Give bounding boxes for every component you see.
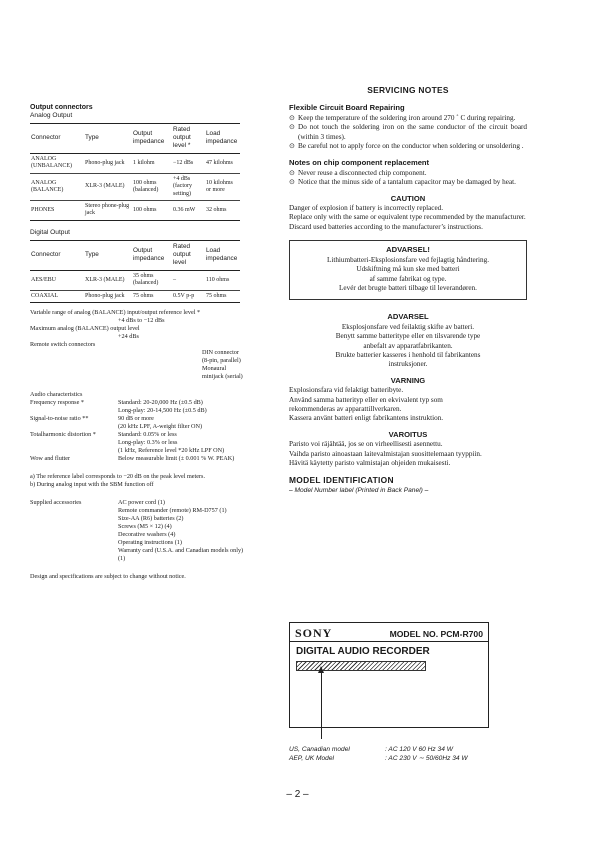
table-cell: +4 dBs (factory setting) [172,173,205,200]
table-cell: ANALOG (UNBALANCE) [30,154,84,174]
varoitus-line: Hävitä käytetty paristo valmistajan ohjeiden mukaisesti. [289,459,451,467]
spec-value: Standard: 20-20,000 Hz (±0.5 dB) [118,399,203,407]
table-cell: PHONES [30,201,84,221]
spec-value: (20 kHz LPF, A-weight filter ON) [118,423,203,431]
spec-wow-flutter [30,455,245,463]
max-analog-label: Maximum analog (BALANCE) output level [30,325,140,333]
table-cell: XLR-3 (MALE) [84,173,132,200]
bullet-icon: ⊙ [289,113,296,122]
varning-title: VARNING [390,375,426,385]
bullet-icon: ⊙ [289,178,296,187]
footnote: b) During analog input with the SBM function off [30,481,154,489]
advarsel-line: Brukte batterier kasseres i henhold til fabrikantens [335,350,481,359]
table-cell: 0.5V p-p [172,290,205,302]
table-cell: 47 kilohms [205,154,240,174]
table-cell: COAXIAL [30,290,84,302]
table-row [30,290,240,302]
table-row [30,154,240,174]
table-cell: 100 ohms (balanced) [132,173,172,200]
varoitus-line: Vaihda paristo ainoastaan laitevalmistajan suosittelemaan tyyppiin. [289,449,482,458]
accessory-item: Operating instructions (1) [118,539,182,547]
advarsel-line: anbefalt av apparatfabrikanten. [363,341,453,350]
digital-output-table [30,240,240,303]
list-item: ⊙ Do not touch the soldering iron on the same conductor of the circuit board (within 3 times). [289,123,527,141]
spec-signal-to-noise [30,415,245,431]
table-row [30,173,240,200]
table-header-row [30,240,240,270]
varning-line: Explosionsfara vid felaktigt batteribyte. [289,386,404,395]
output-connectors-title: Output connectors [30,104,93,111]
col-load-impedance: Load impedance [205,124,240,154]
product-name: DIGITAL AUDIO RECORDER [296,646,430,657]
col-rated-output: Rated output level * [172,124,205,154]
accessory-item: Decorative washers (4) [118,531,176,539]
table-cell: Stereo phone-plug jack [84,201,132,221]
table-cell: 110 ohms [205,270,240,290]
table-cell: 32 ohms [205,201,240,221]
advarsel-title: ADVARSEL [387,312,429,322]
model-number: MODEL NO. PCM-R700 [389,628,483,639]
caution-line: Danger of explosion if battery is incorrectly replaced. [289,204,444,213]
digital-output-label: Digital Output [30,228,70,236]
varning-line: Använd samma batterityp eller en ekvivalent typ som [289,395,443,404]
footnote: a) The reference label corresponds to −20 dB on the peak level meters. [30,473,206,481]
table-cell: 35 ohms (balanced) [132,270,172,290]
list-item: ⊙ Keep the temperature of the soldering iron around 270 ˚ C during repairing. [289,113,516,122]
table-cell: Phono-plug jack [84,154,132,174]
spec-value: Long-play: 20-14,500 Hz (±0.5 dB) [118,407,207,415]
audio-characteristics-title: Audio characteristics [30,391,83,399]
analog-output-table [30,123,240,221]
accessories-label: Supplied accessories [30,499,82,507]
fcb-title: Flexible Circuit Board Repairing [289,103,405,113]
table-cell: – [172,270,205,290]
table-row [30,201,240,221]
accessory-item: Size-AA (R6) batteries (2) [118,515,184,523]
table-row [30,270,240,290]
table-cell: 0.36 mW [172,201,205,221]
advarsel-line: Benytt samme batteritype eller en tilsvarende type [335,332,481,341]
accessory-item: AC power cord (1) [118,499,165,507]
advarsel-box-line: af samme fabrikat og type. [369,274,447,283]
power-row: AEP, UK Model : AC 230 V ∼ 50/60Hz 34 W [289,755,468,762]
spec-value: Below measurable limit (± 0.001 % W. PEAK) [118,455,235,463]
table-cell: ANALOG (BALANCE) [30,173,84,200]
sony-logo: SONY [295,626,333,640]
spec-frequency-response [30,399,245,415]
varning-line: Kassera använt batteri enligt fabrikantens instruktion. [289,414,444,423]
spec-value: (1 kHz, Reference level *20 kHz LPF ON) [118,447,225,455]
advarsel-box-line: Udskiftning må kun ske med batteri [356,265,460,274]
advarsel-line: Eksplosjonsfare ved feilaktig skifte av batteri. [341,322,475,331]
arrow-up-icon [318,666,324,673]
list-item: ⊙ Be careful not to apply force on the conductor when soldering or unsoldering . [289,142,524,151]
table-cell: 10 kilohms or more [205,173,240,200]
table-cell: XLR-3 (MALE) [84,270,132,290]
advarsel-box-line: Levér det brugte batteri tilbage til leverandøren. [339,283,477,292]
power-row: US, Canadian model : AC 120 V 60 Hz 34 W [289,746,453,753]
spec-label: Totalharmonic distortion * [30,431,96,439]
advarsel-box-title: ADVARSEL! [386,245,430,255]
bullet-icon: ⊙ [289,168,296,177]
analog-output-label: Analog Output [30,112,73,119]
servicing-notes-title: SERVICING NOTES [367,85,449,95]
accessory-item: Screws (M5 × 12) (4) [118,523,172,531]
pointer-line [321,670,322,739]
spec-label: Signal-to-noise ratio ** [30,415,89,423]
remote-values [30,349,245,381]
spec-value: 90 dB or more [118,415,154,423]
spec-label: Wow and flutter [30,455,71,463]
remote-value: Monaural minijack (serial) [202,365,243,381]
table-cell: Phono-plug jack [84,290,132,302]
table-cell: −12 dBs [172,154,205,174]
list-item: ⊙ Never reuse a disconnected chip component. [289,168,427,177]
variable-range-value: +4 dBs to −12 dBs [118,317,165,325]
servicing-notes-column [289,86,527,495]
spec-value: Long-play: 0.3% or less [118,439,178,447]
model-number-label [289,622,489,728]
accessory-item: Remote commander (remote) RM-D757 (1) [118,507,227,515]
varoitus-line: Paristo voi räjähtää, jos se on virheellisesti asennettu. [289,440,443,449]
disclaimer: Design and specifications are subject to change without notice. [30,573,186,581]
varning-line: rekommenderas av apparattillverkaren. [289,404,402,413]
varoitus-title: VAROITUS [388,429,428,439]
table-header-row [30,124,240,154]
specifications-column [30,104,245,581]
col-output-impedance: Output impedance [132,124,172,154]
col-load-impedance: Load impedance [205,240,240,270]
caution-line: Replace only with the same or equivalent type recommended by the manufacturer. [289,213,526,222]
spec-harmonic-distortion [30,431,245,455]
bullet-icon: ⊙ [289,123,296,132]
list-item: ⊙ Notice that the minus side of a tantalum capacitor may be damaged by heat. [289,178,516,187]
col-type: Type [84,124,132,154]
supplied-accessories [30,499,245,563]
power-ratings [289,745,468,763]
page-number: – 2 – [286,789,309,800]
caution-line: Discard used batteries according to the manufacturer’s instructions. [289,222,483,231]
model-identification-subtitle: – Model Number label (Printed in Back Panel) – [289,486,429,494]
variable-range-label: Variable range of analog (BALANCE) input/output reference level * [30,309,201,317]
caution-title: CAUTION [390,193,426,203]
model-identification-title: MODEL IDENTIFICATION [289,475,394,486]
hatched-rating-area [296,661,426,671]
table-cell: 75 ohms [205,290,240,302]
spec-label: Frequency response * [30,399,84,407]
advarsel-box-line: Lithiumbatteri-Eksplosionsfare ved fejlagtig håndtering. [326,255,490,264]
table-cell: 1 kilohm [132,154,172,174]
remote-value: DIN connector (8-pin, parallel) [202,349,241,365]
advarsel-line: instruksjoner. [388,360,428,369]
chip-replacement-title: Notes on chip component replacement [289,158,430,168]
table-cell: 75 ohms [132,290,172,302]
table-cell: 100 ohms [132,201,172,221]
col-connector: Connector [30,124,84,154]
col-connector: Connector [30,240,84,270]
col-type: Type [84,240,132,270]
table-cell: AES/EBU [30,270,84,290]
max-analog-value: +24 dBs [118,333,139,341]
col-output-impedance: Output impedance [132,240,172,270]
spec-value: Standard: 0.05% or less [118,431,177,439]
remote-label: Remote switch connectors [30,341,96,349]
accessory-item: Warranty card (U.S.A. and Canadian models only) (1) [118,547,244,563]
bullet-icon: ⊙ [289,142,296,151]
advarsel-box [289,240,527,300]
col-rated-output: Rated output level [172,240,205,270]
